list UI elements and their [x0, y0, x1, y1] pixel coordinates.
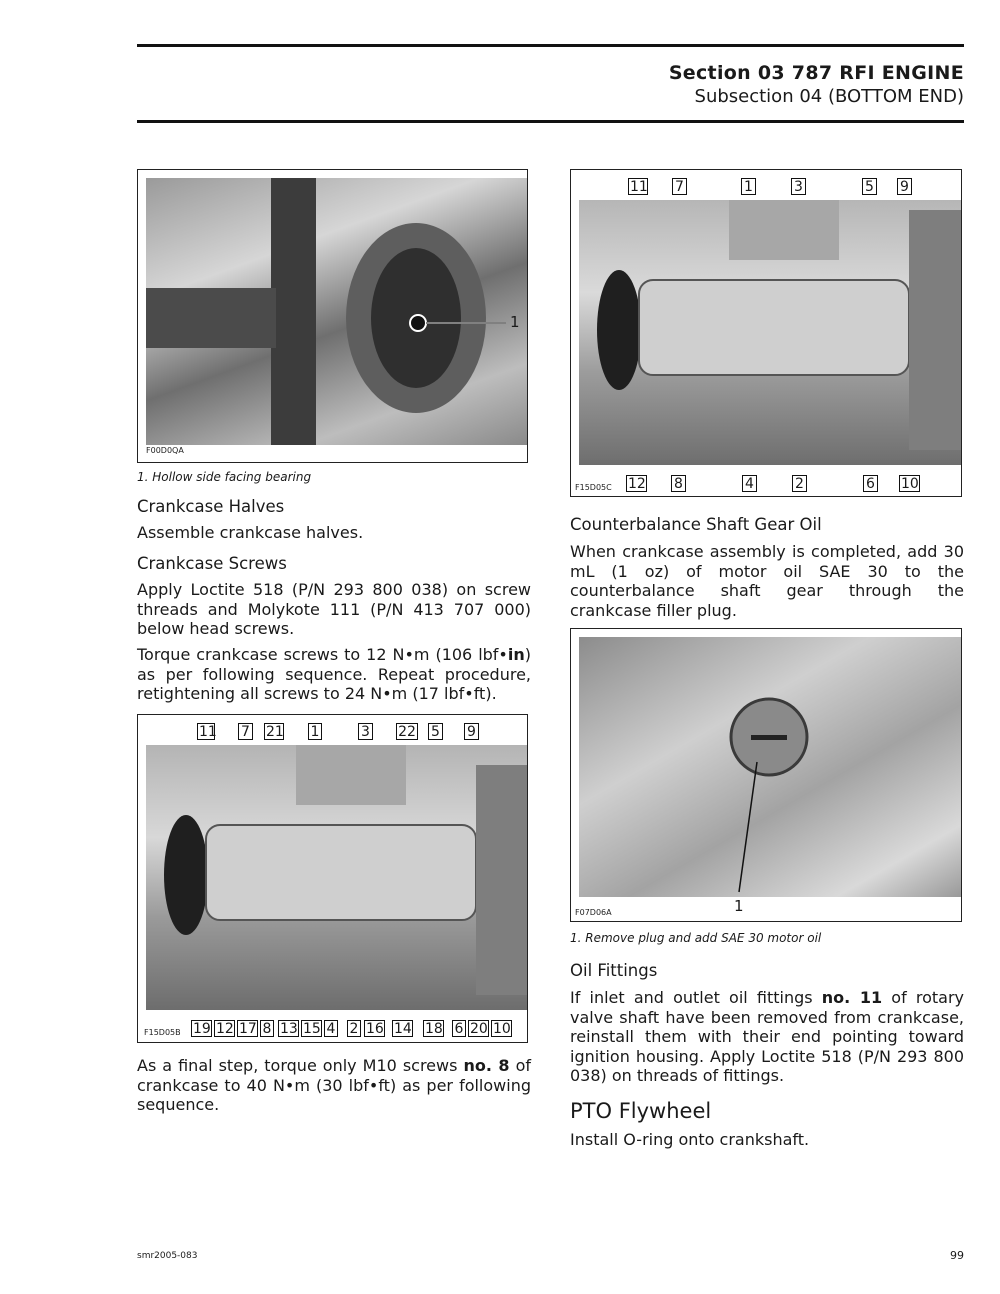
heading-pto-flywheel: PTO Flywheel [570, 1099, 712, 1123]
seq-label-top: 21 [266, 724, 284, 740]
crankcase-photo [146, 745, 527, 1010]
crankcase-screws-paragraph-1: Apply Loctite 518 (P/N 293 800 038) on screw threads and Molykote 111 (P/N 413 707 000) below head screws. [137, 580, 531, 639]
figure-bearing [137, 169, 528, 463]
torque-unit-bold: in [507, 645, 525, 664]
oil-fittings-text [570, 988, 964, 1086]
figure-code: F07D06A [575, 908, 612, 917]
seq-label-bottom: 4 [742, 475, 757, 492]
seq-label-bottom: 17 [239, 1021, 257, 1037]
filler-plug-photo [579, 637, 961, 897]
crankcase-screws-paragraph-2 [137, 645, 531, 704]
figure-code: F15D05C [575, 483, 612, 492]
seq-label-bottom: 14 [394, 1021, 412, 1037]
bearing-illustration [146, 178, 527, 445]
seq-label-top: 9 [897, 178, 912, 195]
filler-plug-callout-number: 1 [734, 897, 744, 915]
heading-oil-fittings: Oil Fittings [570, 961, 658, 980]
seq-label-bottom: 8 [260, 1020, 274, 1037]
seq-label-bottom: 6 [452, 1020, 466, 1037]
header-top-rule [137, 44, 964, 47]
figure-code: F15D05B [144, 1028, 181, 1037]
crankcase-illustration [146, 745, 527, 1010]
header-bottom-rule [137, 120, 964, 123]
figure-caption: 1. Hollow side facing bearing [137, 470, 312, 484]
seq-label-top: 22 [396, 723, 418, 740]
crankcase-m10-illustration [579, 200, 961, 465]
figure-code: F00D0QA [146, 446, 184, 455]
pto-flywheel-text: Install O-ring onto crankshaft. [570, 1130, 810, 1149]
bottom-labels-row [138, 1020, 527, 1038]
heading-crankcase-halves: Crankcase Halves [137, 497, 285, 516]
seq-label-bottom: 20 [470, 1021, 488, 1037]
seq-label-bottom: 19 [193, 1021, 211, 1037]
seq-label-top: 3 [358, 723, 373, 740]
heading-crankcase-screws: Crankcase Screws [137, 554, 287, 573]
oil-fittings-text-b: of rotary valve shaft have been removed from crankcase, reinstall them with their end pointing toward ignition housing. Apply Loctite 518 (P/N 293 800 038) on threads of fittings. [570, 988, 964, 1086]
seq-label-bottom: 10 [901, 476, 919, 492]
crankcase-photo-m10 [579, 200, 961, 465]
figure-torque-sequence [137, 714, 528, 1043]
figure-caption: 1. Remove plug and add SAE 30 motor oil [570, 931, 822, 945]
oil-fittings-text-a: If inlet and outlet oil fittings [570, 988, 822, 1007]
seq-label-top: 9 [464, 723, 479, 740]
seq-label-bottom: 13 [280, 1021, 298, 1037]
figure-filler-plug [570, 628, 962, 922]
section-title: Section 03 787 RFI ENGINE [668, 62, 964, 84]
seq-label-top: 11 [630, 179, 648, 195]
counterbalance-text: When crankcase assembly is completed, add 30 mL (1 oz) of motor oil SAE 30 to the counterbalance shaft gear through the crankcase filler plug. [570, 542, 964, 620]
seq-label-top: 3 [791, 178, 806, 195]
bearing-photo [146, 178, 527, 445]
top-labels-row [571, 178, 961, 196]
bearing-callout-number: 1 [510, 313, 520, 331]
footer-page-number: 99 [950, 1249, 964, 1262]
seq-label-bottom: 18 [425, 1021, 443, 1037]
seq-label-bottom: 12 [628, 476, 646, 492]
top-labels-row [138, 723, 527, 741]
seq-label-top: 5 [862, 178, 877, 195]
final-step-bold: no. 8 [463, 1056, 510, 1075]
seq-label-bottom: 12 [216, 1021, 234, 1037]
footer-doc-code: smr2005-083 [137, 1251, 198, 1261]
bottom-labels-row [571, 475, 961, 493]
final-step-text-a: As a final step, torque only M10 screws [137, 1056, 464, 1075]
seq-label-bottom: 6 [863, 475, 878, 492]
final-step-text-b: of crankcase to 40 N•m (30 lbf•ft) as per following sequence. [137, 1056, 531, 1115]
torque-text-b: ) as per following sequence. Repeat procedure, retightening all screws to 24 N•m (17 lbf•ft). [137, 645, 531, 704]
subsection-title: Subsection 04 (BOTTOM END) [694, 86, 964, 107]
seq-label-top: 11 [199, 724, 217, 740]
seq-label-bottom: 2 [347, 1020, 361, 1037]
heading-counterbalance: Counterbalance Shaft Gear Oil [570, 515, 822, 534]
seq-label-top: 1 [308, 723, 322, 740]
final-step-paragraph [137, 1056, 531, 1115]
seq-label-top: 7 [672, 178, 687, 195]
filler-plug-illustration [579, 637, 961, 897]
seq-label-bottom: 15 [303, 1021, 321, 1037]
figure-m10-sequence [570, 169, 962, 497]
seq-label-bottom: 8 [671, 475, 686, 492]
seq-label-top: 1 [741, 178, 756, 195]
crankcase-halves-text: Assemble crankcase halves. [137, 523, 364, 542]
seq-label-bottom: 10 [493, 1021, 511, 1037]
seq-label-bottom: 2 [792, 475, 807, 492]
seq-label-bottom: 4 [324, 1020, 338, 1037]
seq-label-top: 5 [428, 723, 443, 740]
oil-fittings-bold: no. 11 [821, 988, 883, 1007]
seq-label-bottom: 16 [366, 1021, 384, 1037]
seq-label-top: 7 [238, 723, 253, 740]
torque-text-a: Torque crankcase screws to 12 N•m (106 lbf• [137, 645, 508, 664]
